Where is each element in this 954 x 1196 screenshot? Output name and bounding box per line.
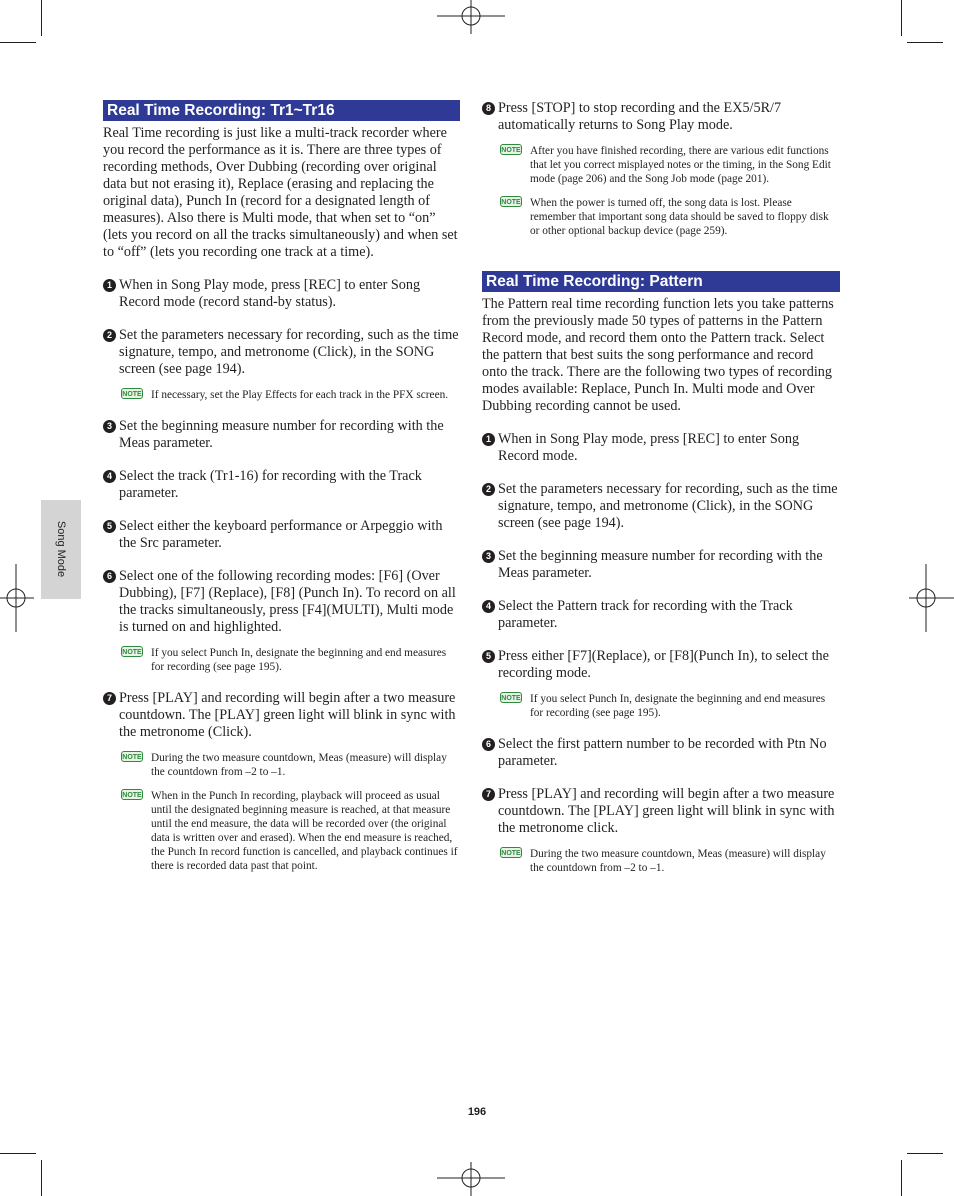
- crop-mark: [41, 1160, 42, 1196]
- note: [482, 847, 840, 875]
- registration-mark-icon: [907, 564, 954, 632]
- step-number-icon: 5: [482, 650, 495, 663]
- note-text: During the two measure countdown, Meas (measure) will display the countdown from –2 to –1.: [151, 752, 447, 778]
- step-number-icon: 2: [103, 329, 116, 342]
- section-heading: Real Time Recording: Pattern: [482, 271, 840, 292]
- note-text: When in the Punch In recording, playback will proceed as usual until the designated beginning measure is reached, at that measure until the end measure, the data will be recorded over (the original data is written over and erased). When the end measure is reached, the Punch In record function is cancelled, and playback continues if there is recorded data past that point.: [151, 790, 458, 872]
- intro-paragraph: The Pattern real time recording function lets you take patterns from the previously made 50 types of patterns in the Pattern Record mode, and record them onto the Pattern track. Select the pattern that best suits the song performance and record onto the track. There are the following two types of recording modes available: Replace, Punch In. Multi mode and Over Dubbing recording cannot be used.: [482, 296, 834, 414]
- note-text: When the power is turned off, the song data is lost. Please remember that important song data should be saved to floppy disk or other optional backup device (page 259).: [530, 197, 829, 237]
- note-icon: NOTE: [121, 388, 143, 399]
- step-number-icon: 5: [103, 520, 116, 533]
- note: [482, 196, 840, 238]
- note-text: If you select Punch In, designate the beginning and end measures for recording (see page 195).: [530, 693, 826, 719]
- crop-mark: [907, 1153, 943, 1154]
- step-text: Select the track (Tr1-16) for recording with the Track parameter.: [119, 468, 422, 501]
- step-number-icon: 3: [482, 550, 495, 563]
- note-text: If necessary, set the Play Effects for each track in the PFX screen.: [151, 389, 449, 401]
- section-heading: Real Time Recording: Tr1~Tr16: [103, 100, 460, 121]
- step-number-icon: 2: [482, 483, 495, 496]
- step-text: Press [STOP] to stop recording and the EX5/5R/7 automatically returns to Song Play mode.: [498, 100, 782, 133]
- side-tab: [41, 500, 81, 599]
- note: [103, 646, 461, 674]
- step-text: Press [PLAY] and recording will begin after a two measure countdown. The [PLAY] green light will blink in sync with the metronome click.: [498, 786, 835, 836]
- step-text: Select one of the following recording modes: [F6] (Over Dubbing), [F7] (Replace), [F8] (Punch In). To record on all the tracks simultaneously, press [F4](MULTI), Multi mode is turned on and highlighted.: [119, 568, 456, 635]
- step-number-icon: 6: [482, 738, 495, 751]
- step-item: [103, 690, 461, 741]
- left-column: [103, 100, 461, 889]
- step-text: When in Song Play mode, press [REC] to enter Song Record mode.: [498, 431, 800, 464]
- registration-mark-icon: [437, 1160, 505, 1196]
- step-item: [482, 648, 840, 682]
- right-column: [482, 100, 840, 891]
- intro-paragraph: Real Time recording is just like a multi-track recorder where you record the performance as it is. There are three types of recording methods, Over Dubbing (recording over original data but not erasing it), Replace (erasing and replacing the original data), Punch In (record for a designated length of measures). Also there is Multi mode, that when set to “on” (lets you record on all the tracks simultaneously) and when set to “off” (lets you recording one track at a time).: [103, 125, 458, 260]
- registration-mark-icon: [437, 0, 505, 36]
- step-item: [103, 418, 461, 452]
- note: [103, 789, 461, 873]
- crop-mark: [901, 1160, 902, 1196]
- crop-mark: [0, 1153, 36, 1154]
- step-list: [482, 100, 840, 238]
- step-item: [482, 548, 840, 582]
- step-text: Set the beginning measure number for recording with the Meas parameter.: [498, 548, 823, 581]
- step-number-icon: 3: [103, 420, 116, 433]
- note-text: If you select Punch In, designate the beginning and end measures for recording (see page 195).: [151, 647, 447, 673]
- note-icon: NOTE: [121, 751, 143, 762]
- step-number-icon: 8: [482, 102, 495, 115]
- step-item: [103, 327, 461, 378]
- note-icon: NOTE: [500, 847, 522, 858]
- crop-mark: [41, 0, 42, 36]
- note-icon: NOTE: [500, 692, 522, 703]
- step-number-icon: 6: [103, 570, 116, 583]
- note-icon: NOTE: [500, 144, 522, 155]
- note: [103, 751, 461, 779]
- step-item: [103, 568, 461, 636]
- crop-mark: [907, 42, 943, 43]
- step-text: Press either [F7](Replace), or [F8](Punch In), to select the recording mode.: [498, 648, 829, 681]
- registration-mark-icon: [0, 564, 36, 632]
- note: [103, 388, 461, 402]
- note-icon: NOTE: [121, 646, 143, 657]
- page-number: 196: [467, 1106, 487, 1118]
- step-item: [103, 468, 461, 502]
- step-number-icon: 1: [482, 433, 495, 446]
- step-item: [482, 736, 840, 770]
- crop-mark: [901, 0, 902, 36]
- step-item: [482, 481, 840, 532]
- step-number-icon: 7: [482, 788, 495, 801]
- step-item: [482, 598, 840, 632]
- note-icon: NOTE: [121, 789, 143, 800]
- step-text: Set the parameters necessary for recording, such as the time signature, tempo, and metronome (Click), in the SONG screen (see page 194).: [119, 327, 459, 377]
- step-number-icon: 4: [103, 470, 116, 483]
- side-tab-label: Song Mode: [55, 520, 67, 578]
- step-item: [482, 786, 840, 837]
- step-text: Set the parameters necessary for recording, such as the time signature, tempo, and metronome (Click), in the SONG screen (see page 194).: [498, 481, 838, 531]
- note-icon: NOTE: [500, 196, 522, 207]
- crop-mark: [0, 42, 36, 43]
- note-text: After you have finished recording, there are various edit functions that let you correct misplayed notes or the timing, in the Song Edit mode (page 206) and the Song Job mode (page 201).: [530, 145, 831, 185]
- note: [482, 144, 840, 186]
- step-text: Press [PLAY] and recording will begin after a two measure countdown. The [PLAY] green light will blink in sync with the metronome (Click).: [119, 690, 456, 740]
- step-text: Select the Pattern track for recording with the Track parameter.: [498, 598, 793, 631]
- step-list: [103, 277, 461, 873]
- step-number-icon: 1: [103, 279, 116, 292]
- step-text: Select either the keyboard performance or Arpeggio with the Src parameter.: [119, 518, 443, 551]
- step-text: Set the beginning measure number for recording with the Meas parameter.: [119, 418, 444, 451]
- step-text: When in Song Play mode, press [REC] to enter Song Record mode (record stand-by status).: [119, 277, 421, 310]
- step-item: [482, 100, 840, 134]
- step-list: [482, 431, 840, 875]
- note-text: During the two measure countdown, Meas (measure) will display the countdown from –2 to –1.: [530, 848, 826, 874]
- note: [482, 692, 840, 720]
- step-item: [103, 518, 461, 552]
- step-item: [103, 277, 461, 311]
- step-text: Select the first pattern number to be recorded with Ptn No parameter.: [498, 736, 827, 769]
- step-number-icon: 7: [103, 692, 116, 705]
- step-number-icon: 4: [482, 600, 495, 613]
- step-item: [482, 431, 840, 465]
